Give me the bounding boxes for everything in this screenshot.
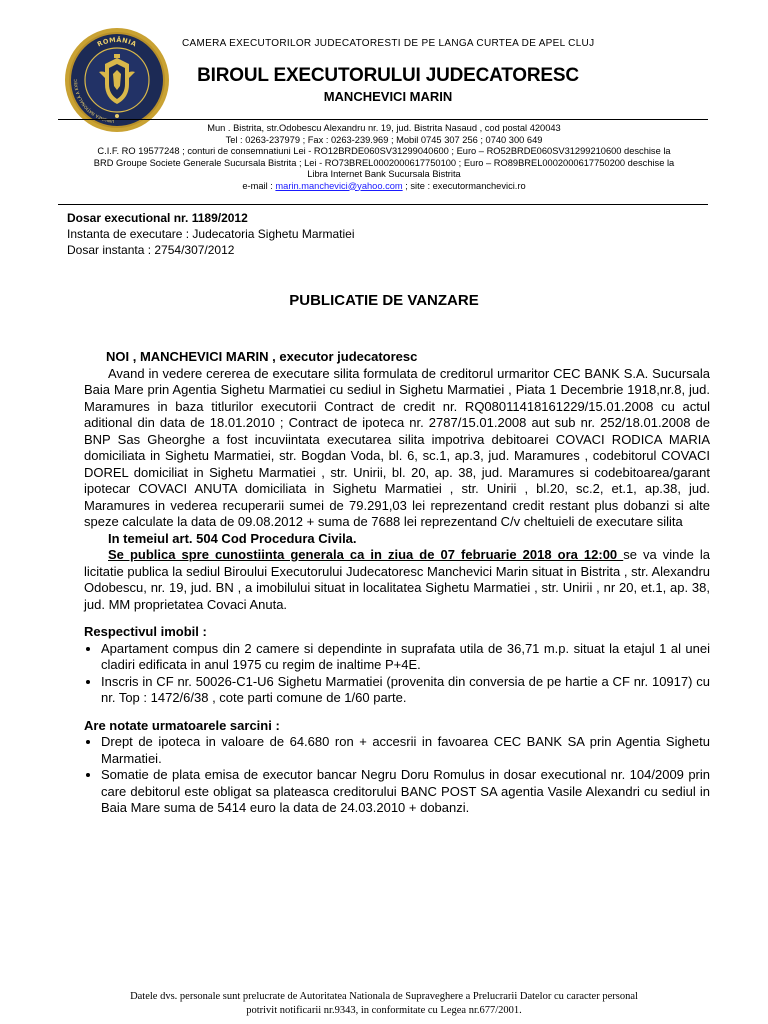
email-link[interactable]: marin.manchevici@yahoo.com [275,180,403,191]
list-item: • Drept de ipoteca in valoare de 64.680 ron + accesrii in favoarea CEC BANK SA prin Agentia Sighetu Marmatiei. [101,734,710,767]
case-number: Dosar executional nr. 1189/2012 [67,211,248,225]
header-divider-bottom [58,204,708,205]
list-item: • Apartament compus din 2 camere si dependinte in suprafata utila de 36,71 m.p. situat la etajul 1 al unei cladiri edificata in anul 1975 cu regim de inaltime P+4E. [101,641,710,674]
list-item: • Somatie de plata emisa de executor bancar Negru Doru Romulus in dosar executional nr. 104/2009 prin care debitorul este obligat sa plateasca creditorului BANC POST SA agentia Vasile Alexandri cu sediul in Baia Mare suma de 5414 euro la data de 24.03.2010 + dobanzi. [101,767,710,817]
case-info [67,210,355,258]
auction-details: se va vinde la licitatie publica la sediul Biroului Executorului Judecatoresc Manchevici Marin situat in Bistrita , str. Alexandru Odobescu, nr. 19, jud. BN , a imobilului situat in localitatea Sighetu Marmatiei , str. Unirii , nr 20, et.1, ap. 38, jud. MM proprietatea Covaci Anuta. [84,547,710,612]
list-item: • Inscris in CF nr. 50026-C1-U6 Sighetu Marmatiei (provenita din conversia de pe hartie a CF nr. 10917) cu nr. Top : 1472/6/38 , cote parti comune de 1/60 parte. [101,674,710,707]
accounts-line-1: C.I.F. RO 19577248 ; conturi de consemnatiuni Lei - RO12BRDE060SV31299040600 ; Euro – RO52BRDE060SV31299210600 deschise la [97,146,671,156]
court-case-number: Dosar instanta : 2754/307/2012 [67,243,235,257]
executors-union-seal-logo [63,26,171,134]
header-divider-top [58,119,708,120]
property-heading: Respectivul imobil : [84,624,207,639]
accounts-line-3: Libra Internet Bank Sucursala Bistrita [307,169,461,179]
svg-text:ROMÂNIA: ROMÂNIA [96,35,138,49]
contact-block [52,123,716,192]
email-site-line: e-mail : marin.manchevici@yahoo.com ; site : executormanchevici.ro [242,180,526,191]
office-title: BIROUL EXECUTORULUI JUDECATORESC [197,65,579,86]
executor-name: MANCHEVICI MARIN [323,89,453,104]
auction-date-notice: Se publica spre cunostiinta generala ca in ziua de 07 februarie 2018 ora 12:00 [108,547,624,562]
paragraph-auction [84,547,710,613]
document-body [84,349,710,817]
address-line: Mun . Bistrita, str.Odobescu Alexandru nr. 19, jud. Bistrita Nasaud , cod postal 420043 [207,123,561,133]
executor-statement: NOI , MANCHEVICI MARIN , executor judecatoresc [106,349,418,364]
accounts-line-2: BRD Groupe Societe Generale Sucursala Bistrita ; Lei - RO73BREL0002000617750100 ; Euro – RO89BREL0002000617750200 deschise la [93,157,675,168]
execution-court: Instanta de executare : Judecatoria Sighetu Marmatiei [67,227,355,241]
chamber-name: CAMERA EXECUTORILOR JUDECATORESTI DE PE LANGA CURTEA DE APEL CLUJ [182,38,595,49]
property-list [84,641,710,707]
paragraph-request: Avand in vedere cererea de executare silita formulata de creditorul urmaritor CEC BANK S.A. Sucursala Baia Mare prin Agentia Sighetu Marmatiei cu sediul in Sighetu Marmatiei , Piata 1 Decembrie 1918,nr.8, jud. Maramures in baza titlurilor executorii Contract de credit nr. RQ08011418161229/15.01.2008 cu actul aditional din data de 18.01.2010 ; Contract de ipoteca nr. 2787/15.01.2008 aut sub nr. 252/18.01.2008 de BNP Sas Gheorghe a fost incuviintata executarea silita impotriva debitoarei COVACI RODICA MARIA domiciliata in Sighetu Marmatiei, str. Bogdan Voda, bl. 6, sc.1, ap.3, jud. Maramures , codebitorul COVACI DOREL domiciliat in Sighetu Marmatiei , str. Unirii, bl. 20, ap. 38, jud. Maramures si codebitoarea/garant ipotecar COVACI ANUTA domiciliata in Sighetu Marmatiei , str. Unirii , bl.20, sc.2, et.1, ap.38, jud. Maramures in vederea recuperarii sumei de 79.291,03 lei reprezentand credit restant plus dobanzi si alte speze calculate la data de 09.08.2012 + suma de 7688 lei reprezentand C/v cheltuieli de executare silita [84,365,710,529]
encumbrances-heading: Are notate urmatoarele sarcini : [84,717,280,733]
data-protection-footer: Datele dvs. personale sunt prelucrate de Autoritatea Nationala de Supraveghere a Prelucrarii Datelor cu caracter personal potrivit notificarii nr.9343, in conformitate cu Legea nr.677/2001. [130,991,638,1016]
encumbrances-list [84,734,710,817]
document-title: PUBLICATIE DE VANZARE [289,292,479,309]
svg-text:UNIUNEA NAȚIONALĂ A EXECUTORIL: UNIUNEA NAȚIONALĂ A EXEC [72,78,115,124]
legal-basis: In temeiul art. 504 Cod Procedura Civila. [108,530,357,546]
phone-line: Tel : 0263-237979 ; Fax : 0263-239.969 ; Mobil 0745 307 256 ; 0740 300 649 [225,134,543,145]
